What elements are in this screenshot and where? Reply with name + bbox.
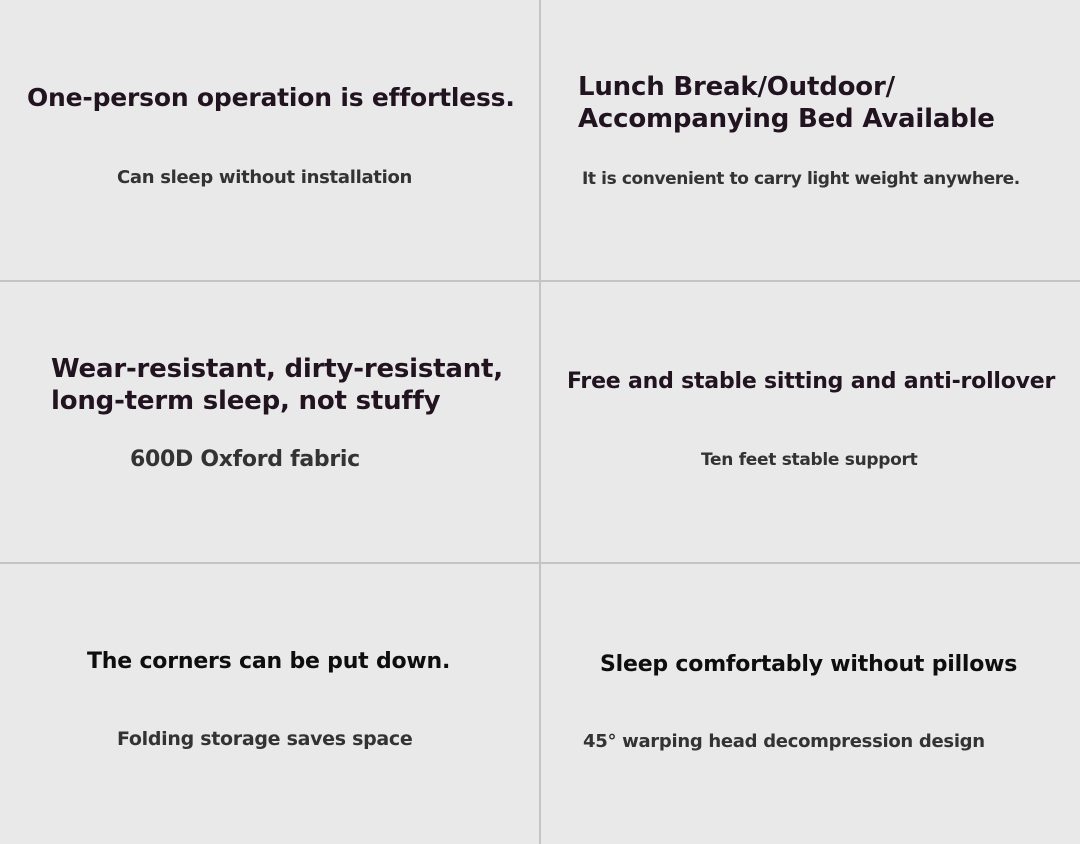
feature-title: The corners can be put down. bbox=[87, 649, 451, 674]
feature-title-line-2: long-term sleep, not stuffy bbox=[51, 386, 441, 416]
feature-cell-no-pillows bbox=[541, 564, 1080, 844]
feature-title-line-2: Accompanying Bed Available bbox=[578, 104, 995, 134]
feature-cell-wear-resistant bbox=[0, 282, 540, 563]
feature-subtitle: 600D Oxford fabric bbox=[130, 447, 360, 472]
feature-cell-stable-sitting bbox=[541, 282, 1080, 563]
feature-title: Sleep comfortably without pillows bbox=[600, 652, 1018, 677]
feature-subtitle: 45° warping head decompression design bbox=[583, 731, 985, 752]
feature-title-line-1: Lunch Break/Outdoor/ bbox=[578, 72, 895, 102]
feature-title: One-person operation is effortless. bbox=[27, 83, 515, 112]
feature-cell-folding-corners bbox=[0, 564, 540, 844]
feature-title: Free and stable sitting and anti-rollover bbox=[567, 369, 1056, 394]
feature-cell-one-person-operation bbox=[0, 0, 540, 281]
feature-subtitle: Can sleep without installation bbox=[117, 167, 413, 188]
feature-subtitle: It is convenient to carry light weight anywhere. bbox=[582, 169, 1020, 189]
feature-cell-portable-bed bbox=[541, 0, 1080, 281]
feature-subtitle: Ten feet stable support bbox=[701, 450, 918, 470]
feature-title-line-1: Wear-resistant, dirty-resistant, bbox=[51, 354, 503, 384]
feature-subtitle: Folding storage saves space bbox=[117, 728, 413, 750]
